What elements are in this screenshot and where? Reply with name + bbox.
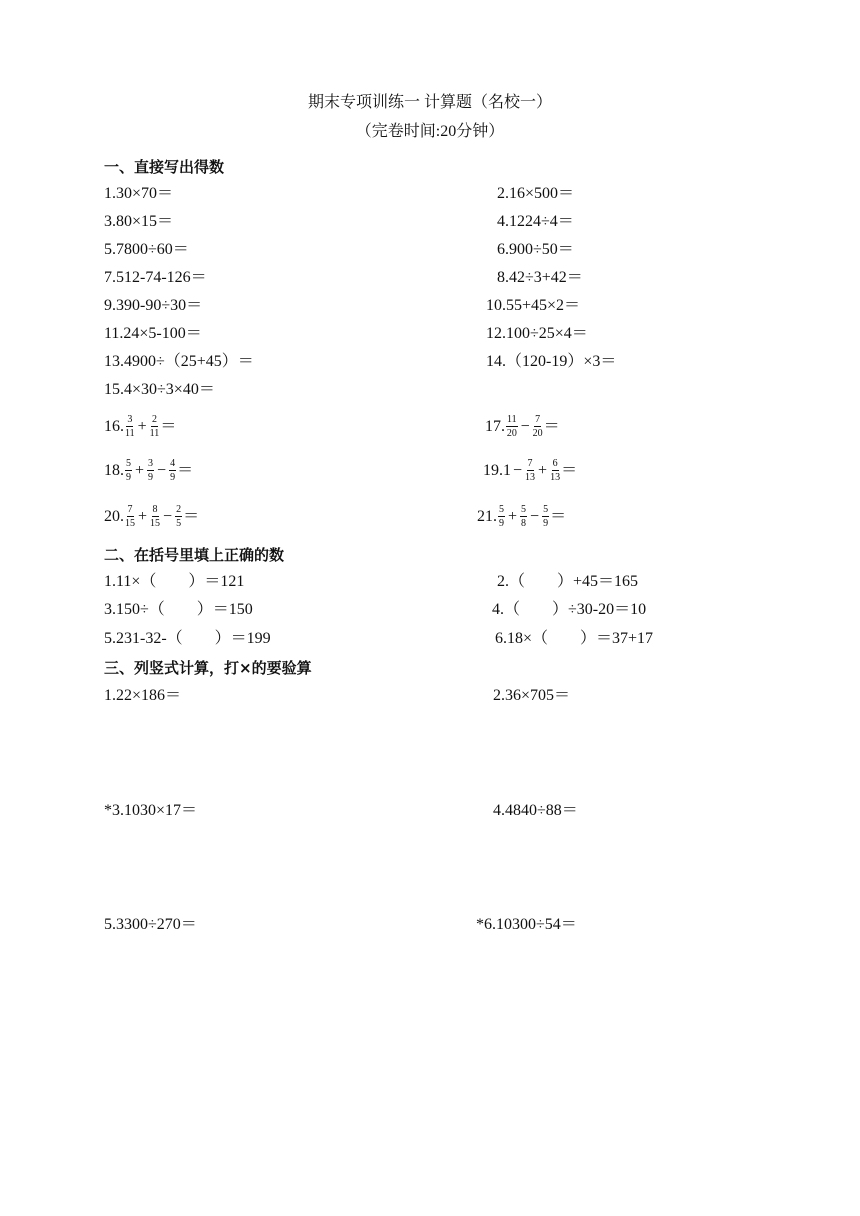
q18-operator-1: + — [135, 461, 145, 479]
q16-equals: ＝ — [160, 417, 177, 435]
s2-question-5: 5.231-32-（ ）＝199 — [104, 630, 271, 647]
s2-question-1: 1.11×（ ）＝121 — [104, 573, 245, 590]
q17-label: 17. — [485, 417, 505, 435]
s1-question-4: 4.1224÷4＝ — [497, 213, 574, 230]
s2-question-4: 4.（ ）÷30-20＝10 — [492, 601, 647, 618]
s1-question-5: 5.7800÷60＝ — [104, 241, 189, 258]
q18-fraction-c: $\frac{4}{9}$ — [170, 458, 176, 483]
s1-question-13: 13.4900÷（25+45）＝ — [104, 353, 254, 370]
q17-fraction-b: $\frac{7}{20}$ — [532, 414, 543, 439]
q19-operator-1: + — [538, 461, 548, 479]
q17-operator: − — [520, 417, 530, 435]
s1-question-8: 8.42÷3+42＝ — [497, 269, 583, 286]
s3-question-2: 2.36×705＝ — [493, 687, 571, 704]
s1-question-12: 12.100÷25×4＝ — [486, 325, 588, 342]
s1-question-20 — [104, 504, 199, 529]
q18-fraction-b: $\frac{3}{9}$ — [148, 458, 154, 483]
s1-question-10: 10.55+45×2＝ — [486, 297, 581, 314]
q21-fraction-b: $\frac{5}{8}$ — [521, 504, 527, 529]
section1-heading: 一、直接写出得数 — [104, 158, 225, 176]
q17-fraction-a: 11 20 — [506, 414, 517, 439]
s1-question-15: 15.4×30÷3×40＝ — [104, 381, 215, 398]
q21-fraction-c: $\frac{5}{9}$ — [543, 504, 549, 529]
s3-question-3: *3.1030×17＝ — [104, 802, 198, 819]
q20-operator-1: + — [138, 507, 148, 525]
s1-question-16 — [104, 414, 176, 439]
q20-equals: ＝ — [183, 507, 200, 525]
q16-fraction-b: $\frac{2}{11}$ — [149, 414, 160, 439]
section2-heading: 二、在括号里填上正确的数 — [104, 546, 285, 564]
q18-equals: ＝ — [177, 461, 194, 479]
s3-question-4: 4.4840÷88＝ — [493, 802, 578, 819]
s1-question-11: 11.24×5-100＝ — [104, 325, 202, 342]
q16-operator: + — [137, 417, 147, 435]
q18-fraction-a: 5 9 — [126, 458, 131, 483]
q19-fraction-a: $\frac{7}{13}$ — [525, 458, 536, 483]
s1-question-6: 6.900÷50＝ — [497, 241, 574, 258]
s1-question-3: 3.80×15＝ — [104, 213, 174, 230]
s1-question-18 — [104, 458, 193, 483]
q21-fraction-a: 5 9 — [499, 504, 504, 529]
q18-operator-2: − — [157, 461, 167, 479]
worksheet-subtitle: （完卷时间:20分钟） — [355, 123, 505, 140]
s1-question-17 — [485, 414, 560, 439]
s1-question-2: 2.16×500＝ — [497, 185, 575, 202]
s2-question-6: 6.18×（ ）＝37+17 — [495, 630, 654, 647]
s3-question-1: 1.22×186＝ — [104, 687, 182, 704]
s1-question-9: 9.390-90÷30＝ — [104, 297, 203, 314]
q16-label: 16. — [104, 417, 124, 435]
q21-equals: ＝ — [550, 507, 567, 525]
q19-equals: ＝ — [561, 461, 578, 479]
s1-question-7: 7.512-74-126＝ — [104, 269, 207, 286]
q20-fraction-b: $\frac{8}{15}$ — [150, 504, 161, 529]
s1-question-14: 14.（120-19）×3＝ — [486, 353, 617, 370]
q21-operator-1: + — [508, 507, 518, 525]
s3-question-6: *6.10300÷54＝ — [476, 916, 577, 933]
s1-question-1: 1.30×70＝ — [104, 185, 174, 202]
q19-fraction-b: $\frac{6}{13}$ — [550, 458, 561, 483]
q21-operator-2: − — [530, 507, 540, 525]
q18-label: 18. — [104, 461, 124, 479]
q21-label: 21. — [477, 507, 497, 525]
s3-question-5: 5.3300÷270＝ — [104, 916, 197, 933]
s1-question-19 — [483, 458, 577, 483]
q20-fraction-c: $\frac{2}{5}$ — [176, 504, 182, 529]
q16-fraction-a: 3 11 — [125, 414, 135, 439]
q20-label: 20. — [104, 507, 124, 525]
q19-operator-0: − — [513, 461, 523, 479]
s2-question-2: 2.（ ）+45＝165 — [497, 573, 639, 590]
section3-heading: 三、列竖式计算，打×的要验算 — [104, 659, 312, 677]
q19-label: 19.1 — [483, 461, 511, 479]
q17-equals: ＝ — [543, 417, 560, 435]
q20-fraction-a: 7 15 — [125, 504, 135, 529]
s2-question-3: 3.150÷（ ）＝150 — [104, 601, 253, 618]
worksheet-title: 期末专项训练一 计算题（名校一） — [307, 94, 552, 111]
s1-question-21 — [477, 504, 566, 529]
q20-operator-2: − — [163, 507, 173, 525]
